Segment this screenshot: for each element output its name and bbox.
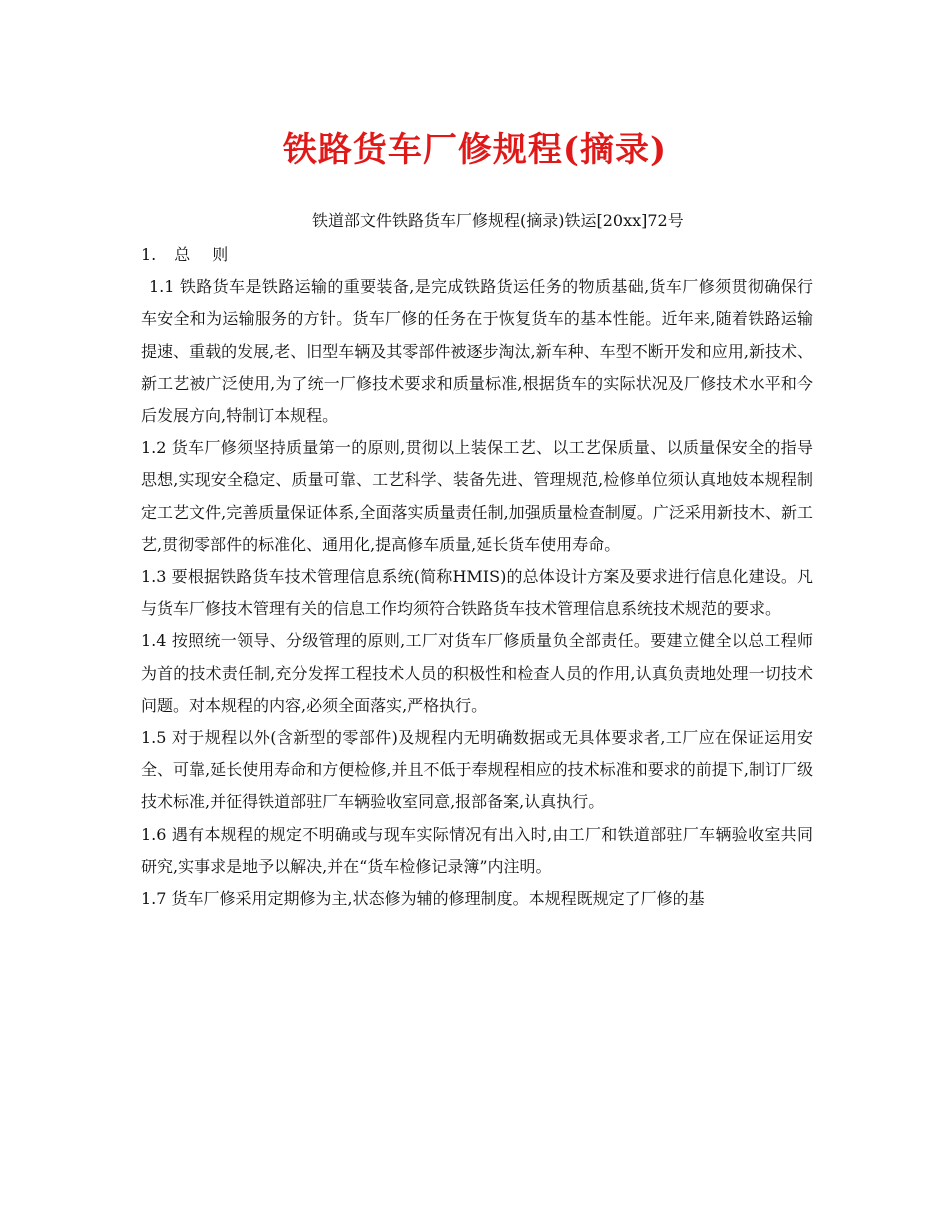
document-source-line: 铁道部文件铁路货车厂修规程(摘录)铁运[20xx]72号	[312, 211, 684, 230]
paragraph-1-1: 1.1 铁路货车是铁路运输的重要装备,是完成铁路货运任务的物质基础,货车厂修须贯彻确保行车安全和为运输服务的方针。货车厂修的任务在于恢复货车的基本性能。近年来,随着铁路运输提速、重载的发展,老、旧型车辆及其零部件被逐步淘汰,新车种、车型不断开发和应用,新技术、新工艺被广泛使用,为了统一厂修技术要求和质量标准,根据货车的实际状况及厂修技术水平和今后发展方向,特制订本规程。	[141, 277, 813, 426]
section-heading-word-2: 则	[212, 245, 229, 264]
section-heading-word-1: 总	[174, 245, 191, 264]
paragraph-1-2: 1.2 货车厂修须坚持质量第一的原则,贯彻以上装保工艺、以工艺保质量、以质量保安全的指导思想,实现安全稳定、质量可靠、工艺科学、装备先进、管理规范,检修单位须认真地妓本规程制定工艺文件,完善质量保证体系,全面落实质量责任制,加强质量检查制厦。广泛采用新技木、新工艺,贯彻零部件的标准化、通用化,提高修车质量,延长货车使用寿命。	[141, 438, 813, 554]
section-number: 1.	[141, 245, 157, 264]
paragraph-1-3: 1.3 要根据铁路货车技术管理信息系统(简称HMIS)的总体设计方案及要求进行信息化建设。凡与货车厂修技木管理有关的信息工作均须符合铁路货车技术管理信息系统技术规范的要求。	[141, 567, 813, 619]
section-heading	[141, 239, 813, 271]
paragraph-1-7: 1.7 货车厂修采用定期修为主,状态修为辅的修理制度。本规程既规定了厂修的基	[141, 889, 705, 909]
paragraph-1-4: 1.4 按照统一领导、分级管理的原则,工厂对货车厂修质量负全部责任。要建立健全以总工程师为首的技术责任制,充分发挥工程技术人员的积极性和检查人员的作用,认真负责地处理一切技术问题。对本规程的内容,必须全面落实,严格执行。	[141, 631, 813, 715]
paragraph-1-5: 1.5 对于规程以外(含新型的零部件)及规程内无明确数据或无具体要求者,工厂应在保证运用安全、可靠,延长使用寿命和方便检修,并且不低于奉规程相应的技术标准和要求的前提下,制订厂级技术标准,并征得铁道部驻厂车辆验收室同意,报部备案,认真执行。	[141, 728, 813, 812]
paragraph-1-6: 1.6 遇有本规程的规定不明确或与现车实际情况有出入时,由工厂和铁道部驻厂车辆验收室共同研究,实事求是地予以解决,并在“货车检修记录簿”内注明。	[141, 824, 813, 876]
document-body	[141, 239, 813, 915]
document-title: 铁路货车厂修规程(摘录)	[282, 130, 668, 170]
